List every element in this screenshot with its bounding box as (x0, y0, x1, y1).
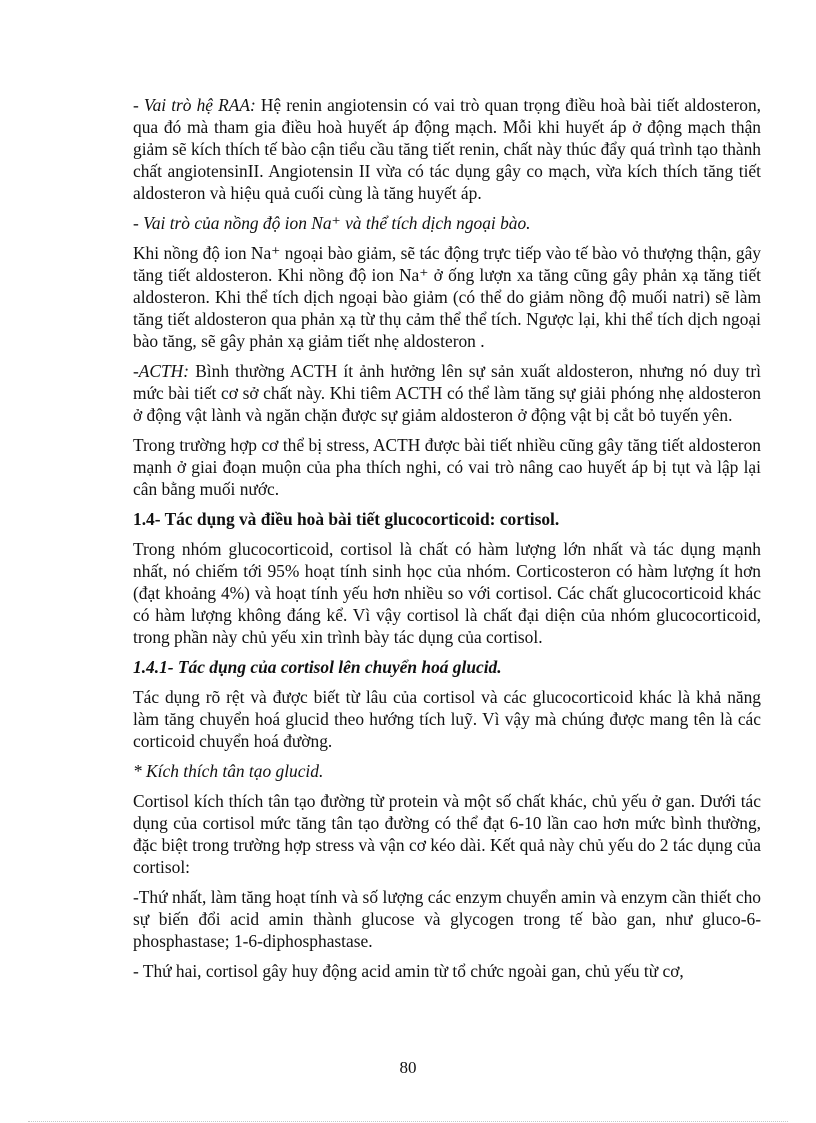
paragraph-acth-text: Bình thường ACTH ít ảnh hưởng lên sự sản xuất aldosteron, nhưng nó duy trì mức bài tiết cơ sở chất này. Khi tiêm ACTH có thể làm tăng sự giải phóng nhẹ aldosteron ở động vật lành và ngăn chặn được sự giảm aldosteron ở động vật bị cắt bỏ tuyến yên. (133, 361, 761, 425)
paragraph-na-body (133, 242, 761, 352)
paragraph-na-body-text: Khi nồng độ ion Na⁺ ngoại bào giảm, sẽ tác động trực tiếp vào tế bào vỏ thượng thận, gây tăng tiết aldosteron. Khi nồng độ ion Na⁺ ở ống lượn xa tăng cũng gây phản xạ tăng tiết aldosteron. Khi thể tích dịch ngoại bào giảm (có thể do giảm nồng độ muối natri) sẽ làm tăng tiết aldosteron qua phản xạ từ thụ cảm thể thể tích. Ngược lại, khi thể tích dịch ngoại bào tăng, sẽ gây phản xạ giảm tiết nhẹ aldosteron . (133, 243, 761, 351)
page-number: 80 (399, 1058, 417, 1077)
footer-divider (28, 1121, 788, 1122)
paragraph-acth (133, 360, 761, 426)
section-heading-1-4-1: 1.4.1- Tác dụng của cortisol lên chuyển hoá glucid. (133, 657, 502, 677)
section-heading-1-4: 1.4- Tác dụng và điều hoà bài tiết glucocorticoid: cortisol. (133, 509, 560, 529)
paragraph-na-lead: - Vai trò của nồng độ ion Na⁺ và thể tích dịch ngoại bào. (133, 213, 531, 233)
document-page (133, 94, 761, 990)
subheading-kich-thich: * Kích thích tân tạo glucid. (133, 761, 324, 781)
paragraph-tan-tao: Cortisol kích thích tân tạo đường từ protein và một số chất khác, chủ yếu ở gan. Dưới tác dụng của cortisol mức tăng tân tạo đường có thể đạt 6-10 lần cao hơn mức bình thường, đặc biệt trong trường hợp stress và vận cơ kéo dài. Kết quả này chủ yếu do 2 tác dụng của cortisol: (133, 791, 761, 877)
paragraph-glucocorticoid: Trong nhóm glucocorticoid, cortisol là chất có hàm lượng lớn nhất và tác dụng mạnh nhất, nó chiếm tới 95% hoạt tính sinh học của nhóm. Corticosteron có hàm lượng ít hơn (đạt khoảng 4%) và hoạt tính yếu hơn nhiều so với cortisol. Các chất glucocorticoid khác có hàm lượng không đáng kể. Vì vậy cortisol là chất đại diện của nhóm glucocorticoid, trong phần này chủ yếu xin trình bày tác dụng của cortisol. (133, 539, 761, 647)
paragraph-thu-nhat: -Thứ nhất, làm tăng hoạt tính và số lượng các enzym chuyển amin và enzym cần thiết cho sự biến đổi acid amin thành glucose và glycogen trong tế bào gan, như gluco-6-phosphastase; 1-6-diphosphastase. (133, 887, 761, 951)
paragraph-raa-text: Hệ renin angiotensin có vai trò quan trọng điều hoà bài tiết aldosteron, qua đó mà tham gia điều hoà huyết áp động mạch. Mỗi khi huyết áp ở động mạch thận giảm sẽ kích thích tế bào cận tiểu cầu tăng tiết renin, chất này thúc đẩy quá trình tạo thành chất angiotensinII. Angiotensin II vừa có tác dụng gây co mạch, vừa kích thích tăng tiết aldosteron và hiệu quả cuối cùng là tăng huyết áp. (133, 95, 761, 203)
paragraph-acth-lead: -ACTH: (133, 361, 190, 381)
paragraph-glucid: Tác dụng rõ rệt và được biết từ lâu của cortisol và các glucocorticoid khác là khả năng làm tăng chuyển hoá glucid theo hướng tích luỹ. Vì vậy mà chúng được mang tên là các corticoid chuyển hoá đường. (133, 687, 761, 751)
paragraph-thu-hai: - Thứ hai, cortisol gây huy động acid amin từ tổ chức ngoài gan, chủ yếu từ cơ, (133, 961, 684, 981)
paragraph-stress-text: Trong trường hợp cơ thể bị stress, ACTH được bài tiết nhiều cũng gây tăng tiết aldosteron mạnh ở giai đoạn muộn của pha thích nghi, có vai trò nâng cao huyết áp bị tụt và lập lại cân bằng muối nước. (133, 435, 761, 499)
paragraph-stress (133, 434, 761, 500)
paragraph-na-heading (133, 212, 761, 234)
paragraph-raa (133, 94, 761, 204)
paragraph-raa-lead: - Vai trò hệ RAA: (133, 95, 256, 115)
